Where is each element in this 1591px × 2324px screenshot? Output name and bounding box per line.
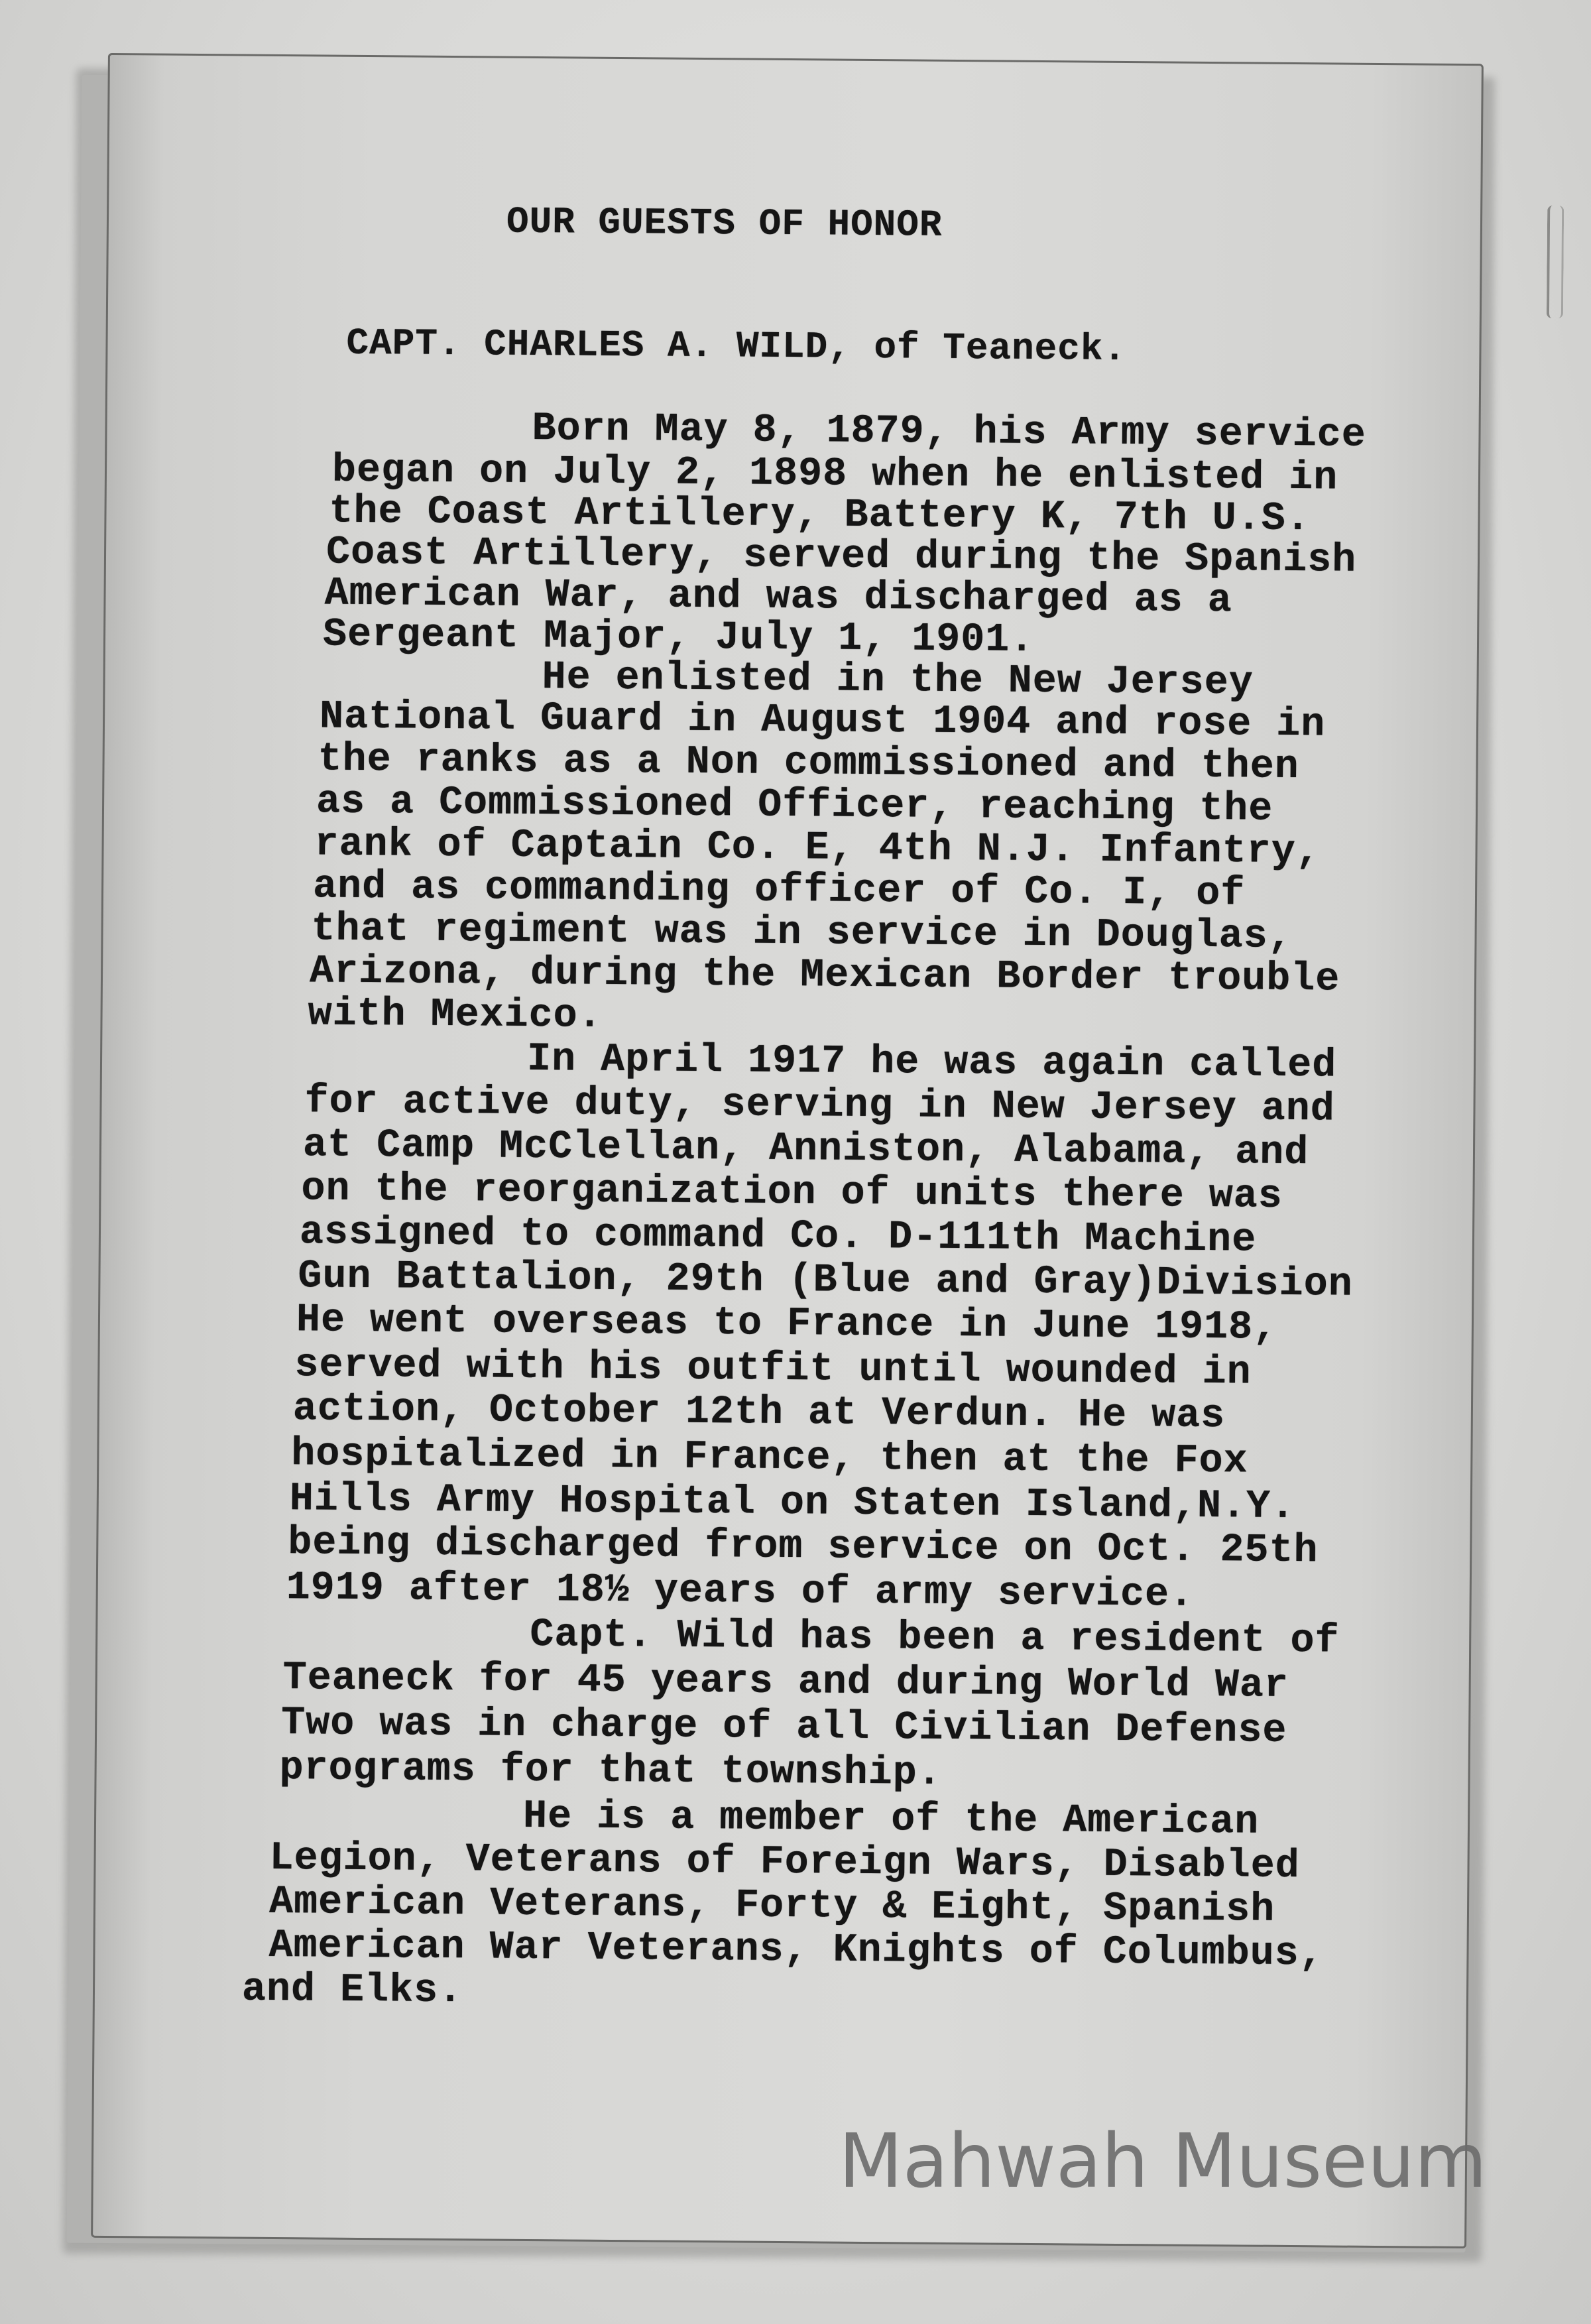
body-line: Hills Army Hospital on Staten Island,N.Y.	[289, 1477, 1296, 1530]
typed-document-page	[91, 53, 1484, 2248]
body-line: Legion, Veterans of Foreign Wars, Disabled	[269, 1835, 1301, 1890]
body-line: In April 1917 he was again called	[306, 1035, 1337, 1089]
body-line: that regiment was in service in Douglas,	[311, 906, 1293, 959]
body-line: American War, and was discharged as a	[324, 571, 1233, 624]
body-line: 1919 after 18½ years of army service.	[286, 1565, 1195, 1618]
body-line: served with his outfit until wounded in	[294, 1343, 1252, 1396]
body-line: Two was in charge of all Civilian Defense	[280, 1701, 1287, 1754]
body-line: He enlisted in the New Jersey	[321, 653, 1254, 706]
body-line: action, October 12th at Verdun. He was	[292, 1386, 1226, 1439]
body-line: with Mexico.	[308, 991, 603, 1039]
body-line: rank of Captain Co. E, 4th N.J. Infantry,	[314, 822, 1321, 875]
body-line: being discharged from service on Oct. 25th	[288, 1520, 1319, 1574]
staple-mark	[1547, 206, 1564, 318]
body-line: assigned to command Co. D-111th Machine	[299, 1210, 1257, 1263]
body-line: for active duty, serving in New Jersey and	[304, 1079, 1336, 1132]
body-line: and as commanding officer of Co. I, of	[312, 864, 1246, 917]
body-line: Coast Artillery, served during the Spanish	[325, 530, 1357, 583]
body-line: Gun Battalion, 29th (Blue and Gray)Division	[298, 1254, 1353, 1308]
document-subheading: CAPT. CHARLES A. WILD, of Teaneck.	[346, 322, 1127, 371]
body-line: American Veterans, Forty & Eight, Spanish	[268, 1879, 1275, 1933]
body-line: He is a member of the American	[277, 1792, 1260, 1845]
body-line: on the reorganization of units there was	[301, 1166, 1283, 1219]
body-line: Sergeant Major, July 1, 1901.	[322, 612, 1035, 663]
body-line: Teaneck for 45 years and during World War	[282, 1656, 1289, 1709]
document-heading: OUR GUESTS OF HONOR	[506, 200, 943, 247]
body-line: the ranks as a Non commissioned and then	[318, 737, 1300, 790]
body-line: hospitalized in France, then at the Fox	[291, 1432, 1248, 1485]
body-line: and Elks.	[241, 1967, 463, 2014]
body-line: programs for that township.	[279, 1746, 943, 1796]
body-line: began on July 2, 1898 when he enlisted in	[331, 448, 1338, 501]
body-line: He went overseas to France in June 1918,	[296, 1298, 1278, 1351]
body-line: Arizona, during the Mexican Border trouble	[309, 949, 1340, 1003]
body-line: American War Veterans, Knights of Columbus,	[268, 1923, 1325, 1977]
body-line: at Camp McClellan, Anniston, Alabama, and	[302, 1123, 1309, 1176]
museum-watermark: Mahwah Museum	[839, 2118, 1488, 2205]
body-line: Born May 8, 1879, his Army service	[335, 404, 1367, 458]
body-line: as a Commissioned Officer, reaching the	[316, 779, 1273, 832]
body-line: Capt. Wild has been a resident of	[284, 1611, 1340, 1664]
body-line: National Guard in August 1904 and rose in	[319, 694, 1326, 748]
body-line: the Coast Artillery, Battery K, 7th U.S.	[329, 489, 1311, 542]
